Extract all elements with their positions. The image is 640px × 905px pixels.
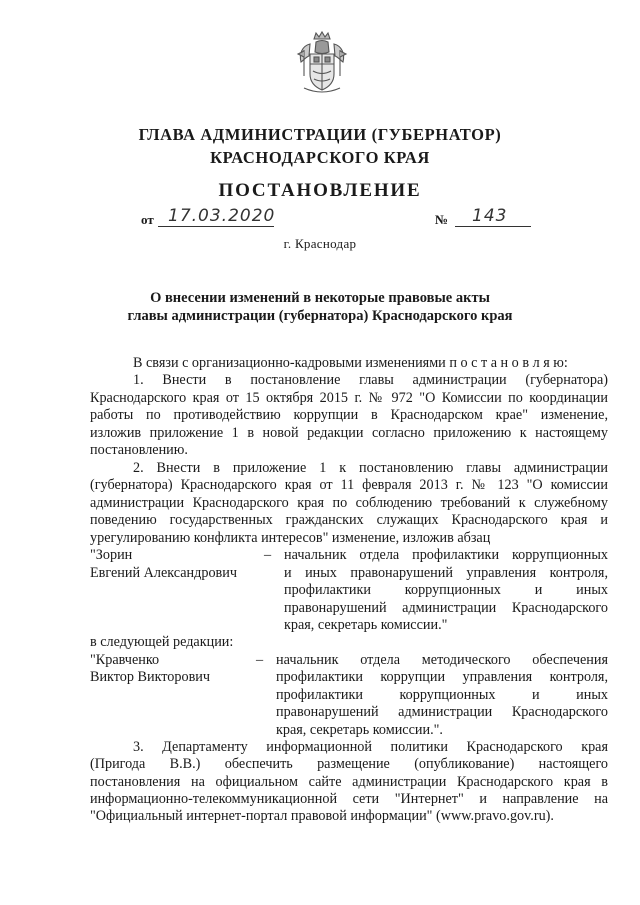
- old-entry-given-names: Евгений Александрович: [90, 565, 237, 581]
- p2-line: администрации Краснодарского края по соблюдению требований к служебному: [90, 495, 608, 511]
- p3-line: "Официальный интернет-портал правовой информации" (www.pravo.gov.ru).: [90, 808, 554, 824]
- new-entry-desc-line: начальник отдела методического обеспечения: [276, 652, 608, 668]
- new-entry-desc-line: края, секретарь комиссии.".: [276, 722, 443, 738]
- organization-line-2: КРАСНОДАРСКОГО КРАЯ: [210, 148, 430, 167]
- p3-line: (Пригода В.В.) обеспечить размещение (опубликование) настоящего: [90, 756, 608, 772]
- number-label: №: [435, 212, 449, 227]
- coat-of-arms-emblem-icon: [296, 30, 348, 96]
- p3-line: 3. Департаменту информационной политики Краснодарского края: [133, 739, 608, 755]
- document-type-heading: ПОСТАНОВЛЕНИЕ: [218, 180, 422, 201]
- p1-line: 1. Внести в постановление главы администрации (губернатора): [133, 372, 608, 388]
- p3-line: постановления на официальном сайте администрации Краснодарского края в: [90, 774, 608, 790]
- p2-line: урегулированию конфликта интересов" изменение, изложив абзац: [90, 530, 491, 546]
- old-entry-desc-line: правонарушений администрации Краснодарского: [284, 600, 608, 616]
- handwritten-number: 143: [472, 206, 508, 226]
- new-entry-desc-line: профилактики коррупции управления контроля,: [276, 669, 608, 685]
- new-entry-given-names: Виктор Викторович: [90, 669, 210, 685]
- city-name: г. Краснодар: [283, 236, 357, 251]
- old-entry-desc-line: и иных правонарушений управления контроля,: [284, 565, 608, 581]
- number-underline: [455, 226, 531, 227]
- new-entry-desc-line: профилактики коррупционных и иных: [276, 687, 608, 703]
- p1-line: Краснодарского края от 15 октября 2015 г. № 972 "О Комиссии по координации: [90, 390, 608, 406]
- p3-line: информационно-телекоммуникационной сети "Интернет" и направление на: [90, 791, 608, 807]
- p2-line: 2. Внести в приложение 1 к постановлению главы администрации: [133, 460, 608, 476]
- p2-line: (губернатора) Краснодарского края от 11 февраля 2013 г. № 123 "О комиссии: [90, 477, 608, 493]
- p2-line: поведению государственных гражданских служащих Краснодарского края и: [90, 512, 608, 528]
- old-entry-desc-line: края, секретарь комиссии.": [284, 617, 448, 633]
- organization-line-1: ГЛАВА АДМИНИСТРАЦИИ (ГУБЕРНАТОР): [138, 125, 502, 144]
- p1-line: постановлению.: [90, 442, 188, 458]
- new-entry-dash: –: [256, 652, 264, 668]
- intro-paragraph: В связи с организационно-кадровыми изменениями п о с т а н о в л я ю:: [133, 355, 568, 371]
- p1-line: изложив приложение 1 в новой редакции согласно приложению к настоящему: [90, 425, 608, 441]
- date-label: от: [141, 212, 154, 227]
- new-entry-desc-line: правонарушений администрации Краснодарского: [276, 704, 608, 720]
- old-entry-dash: –: [264, 547, 272, 563]
- old-entry-surname: "Зорин: [90, 547, 133, 563]
- date-underline: [158, 226, 274, 227]
- p1-line: работы по противодействию коррупции в Краснодарском крае" изменение,: [90, 407, 608, 423]
- old-entry-desc-line: начальник отдела профилактики коррупционных: [284, 547, 608, 563]
- document-title-line-2: главы администрации (губернатора) Краснодарского края: [127, 308, 513, 324]
- old-entry-desc-line: профилактики коррупционных и иных: [284, 582, 608, 598]
- new-edition-label: в следующей редакции:: [90, 634, 234, 650]
- document-title-line-1: О внесении изменений в некоторые правовые акты: [150, 290, 490, 306]
- new-entry-surname: "Кравченко: [90, 652, 160, 668]
- handwritten-date: 17.03.2020: [168, 206, 276, 226]
